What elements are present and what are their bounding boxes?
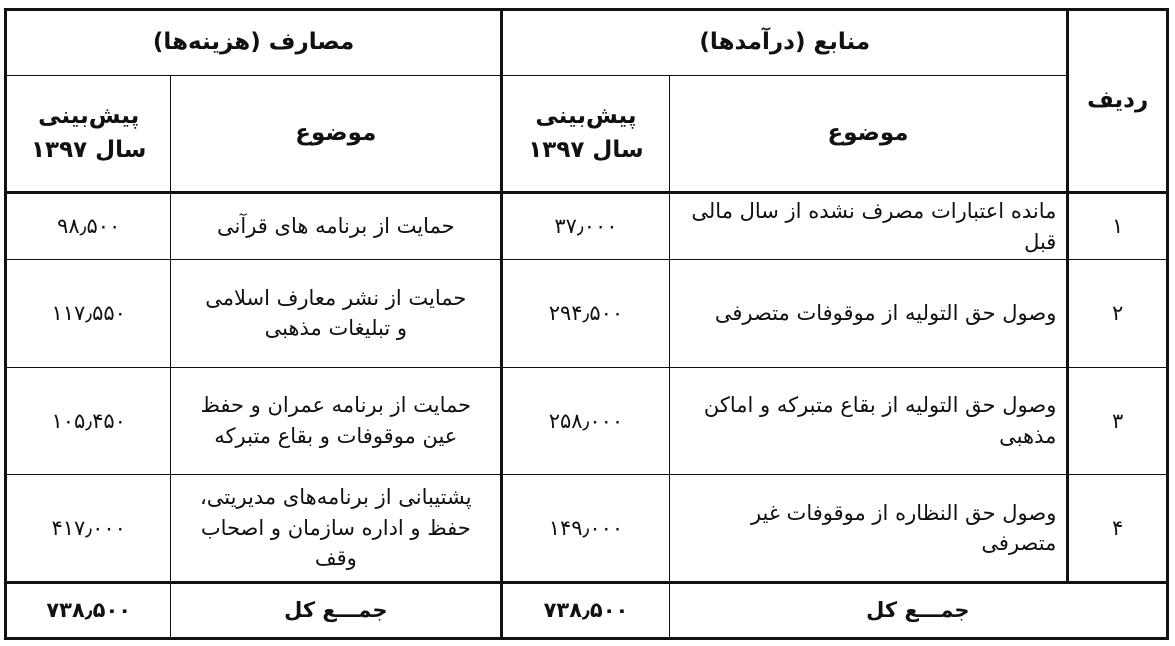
table-row: [6, 367, 1168, 475]
row-number: ۳: [1068, 367, 1168, 475]
table-row: [6, 475, 1168, 583]
source-amount: ۲۹۴٫۵۰۰: [502, 260, 670, 368]
use-subject: پشتیبانی از برنامه‌های مدیریتی، حفظ و اداره سازمان و اصحاب وقف: [171, 475, 502, 583]
use-amount: ۹۸٫۵۰۰: [6, 192, 171, 259]
use-subject: حمایت از نشر معارف اسلامی و تبلیغات مذهبی: [171, 260, 502, 368]
header-use-forecast: پیش‌بینی سال ۱۳۹۷: [6, 76, 171, 193]
use-amount: ۱۱۷٫۵۵۰: [6, 260, 171, 368]
table-row: [6, 260, 1168, 368]
budget-table: [4, 8, 1169, 640]
header-use-subject: موضوع: [171, 76, 502, 193]
sources-total-label: جمـــع کل: [669, 582, 1167, 638]
source-subject: مانده اعتبارات مصرف نشده از سال مالی قبل: [669, 192, 1068, 259]
source-subject: وصول حق التولیه از موقوفات متصرفی: [669, 260, 1068, 368]
source-amount: ۳۷٫۰۰۰: [502, 192, 670, 259]
header-uses-group: مصارف (هزینه‌ها): [6, 10, 502, 76]
row-number: ۴: [1068, 475, 1168, 583]
source-subject: وصول حق التولیه از بقاع متبرکه و اماکن مذهبی: [669, 367, 1068, 475]
row-number: ۲: [1068, 260, 1168, 368]
use-amount: ۴۱۷٫۰۰۰: [6, 475, 171, 583]
source-subject: وصول حق النظاره از موقوفات غیر متصرفی: [669, 475, 1068, 583]
use-amount: ۱۰۵٫۴۵۰: [6, 367, 171, 475]
header-source-forecast: پیش‌بینی سال ۱۳۹۷: [502, 76, 670, 193]
uses-total-amount: ۷۳۸٫۵۰۰: [6, 582, 171, 638]
sources-total-amount: ۷۳۸٫۵۰۰: [502, 582, 670, 638]
source-amount: ۲۵۸٫۰۰۰: [502, 367, 670, 475]
row-number: ۱: [1068, 192, 1168, 259]
header-sources-group: منابع (درآمدها): [502, 10, 1068, 76]
header-source-subject: موضوع: [669, 76, 1068, 193]
source-amount: ۱۴۹٫۰۰۰: [502, 475, 670, 583]
total-row: [6, 582, 1168, 638]
table-row: [6, 192, 1168, 259]
header-row-number: ردیف: [1068, 10, 1168, 193]
use-subject: حمایت از برنامه های قرآنی: [171, 192, 502, 259]
uses-total-label: جمـــع کل: [171, 582, 502, 638]
use-subject: حمایت از برنامه عمران و حفظ عین موقوفات و بقاع متبرکه: [171, 367, 502, 475]
